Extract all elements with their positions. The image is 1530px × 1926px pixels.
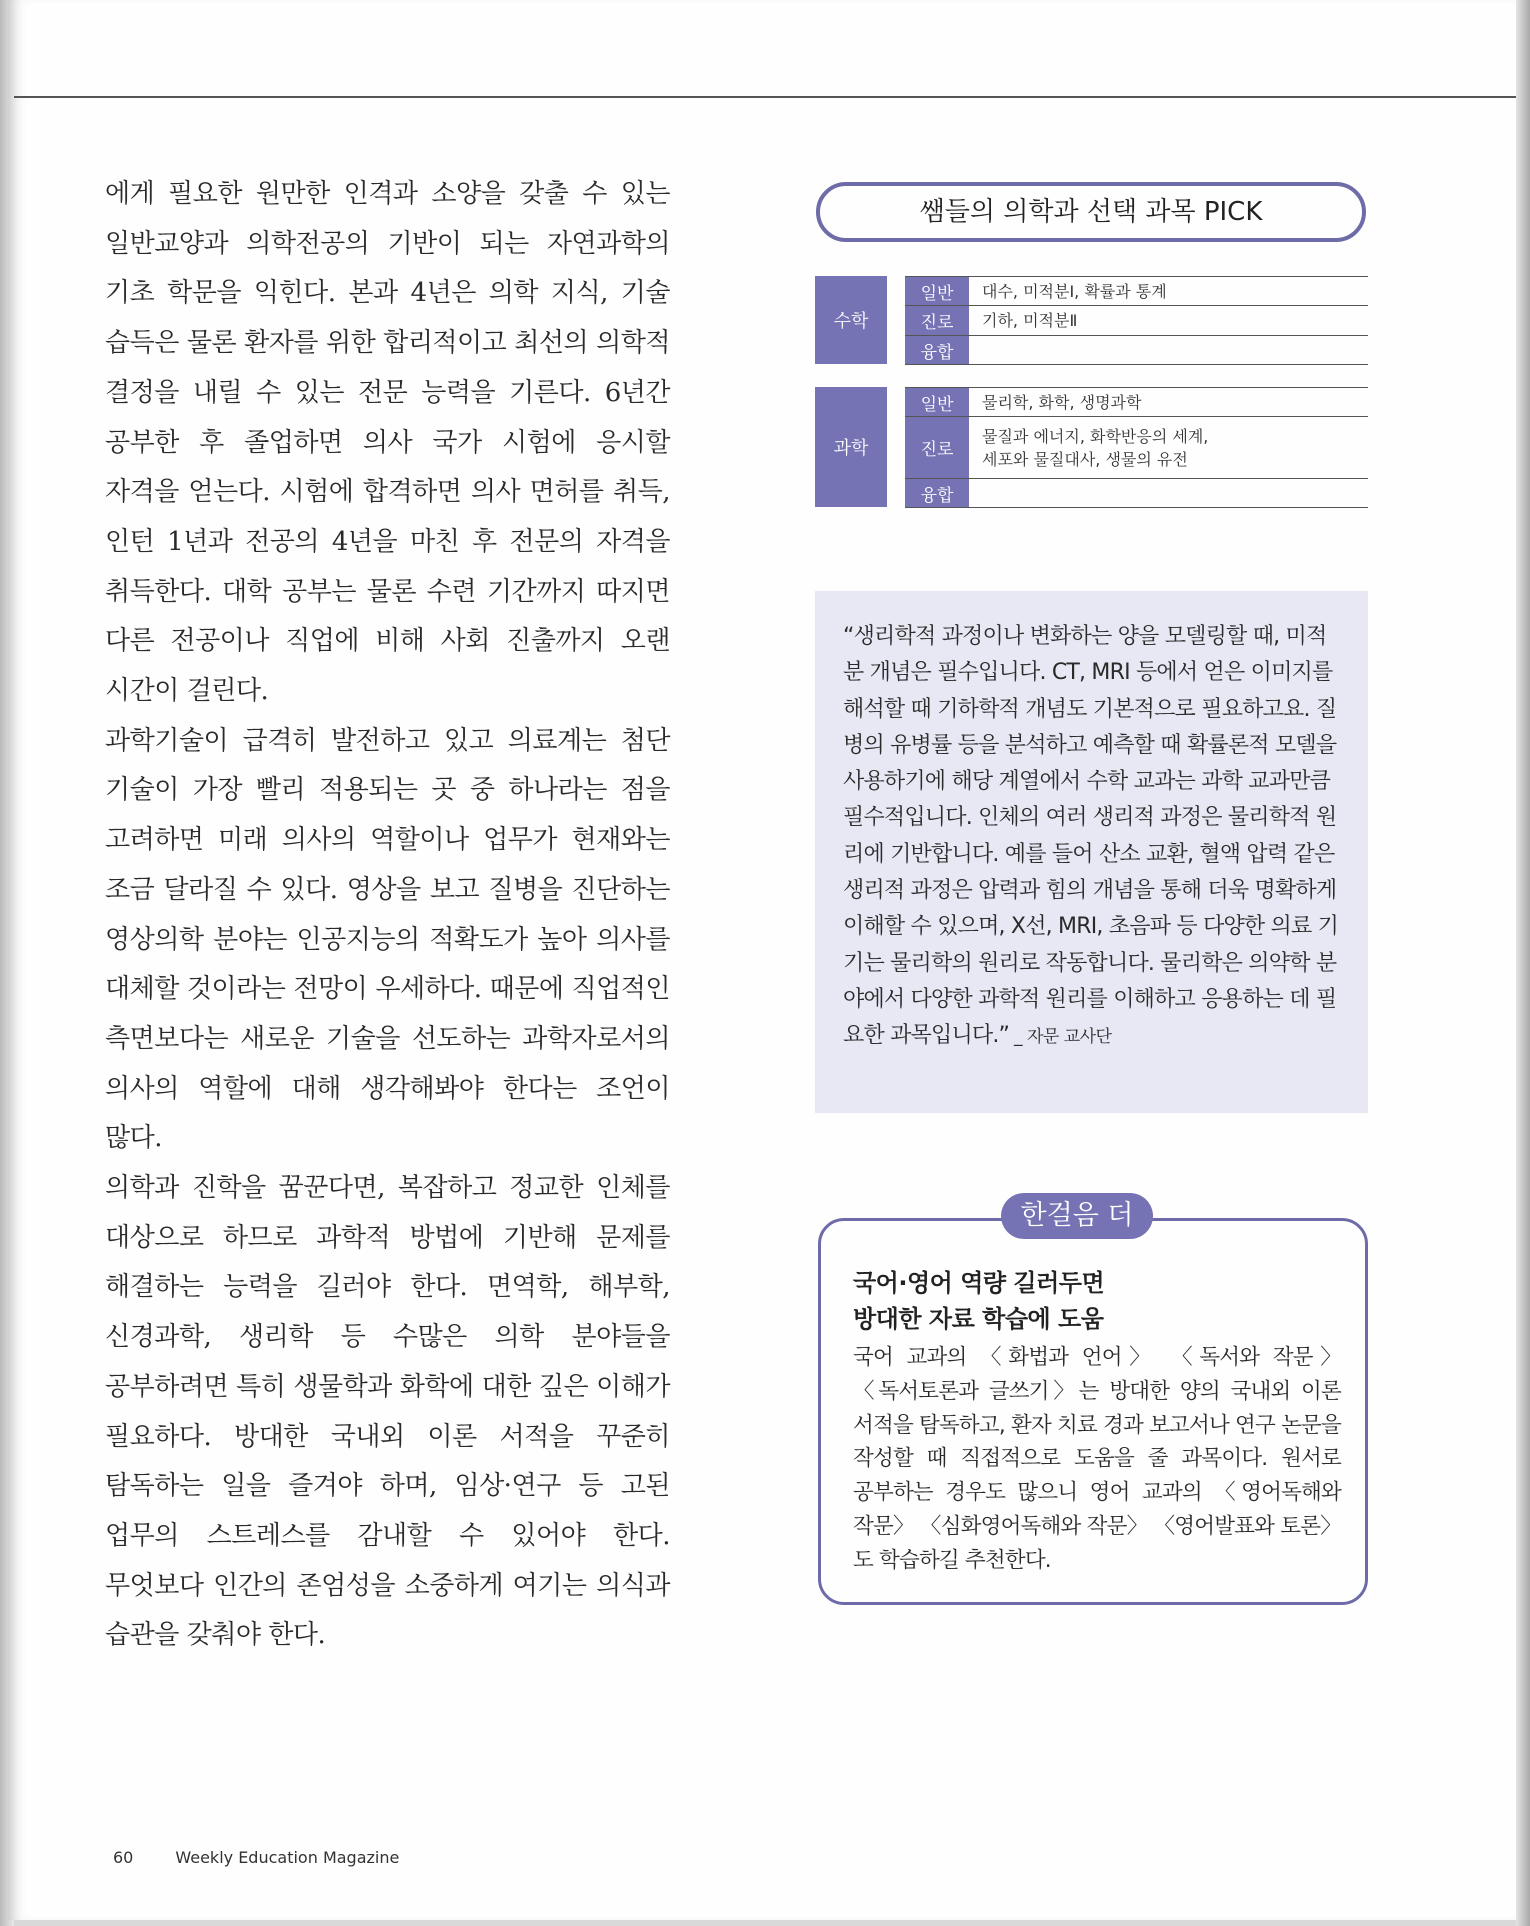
subject-label-math: 수학 [815,276,887,364]
table-row [905,479,1368,508]
math-rows [905,276,1368,365]
pick-box-title: 쌤들의 의학과 선택 과목 PICK [816,182,1366,242]
header-rule [14,96,1516,98]
body-paragraph: 의학과 진학을 꿈꾼다면, 복잡하고 정교한 인체를 대상으로 하므로 과학적 방법에 기반해 문제를 해결하는 능력을 길러야 한다. 면역학, 해부학, 신경과학, 생리학 등 수많은 의학 분야들을 공부하려면 특히 생물학과 화학에 대한 깊은 이해가 필요하다. 방대한 국내외 이론 서적을 꾸준히 탐독하는 일을 즐겨야 하며, 임상·연구 등 고된 업무의 스트레스를 감내할 수 있어야 한다. 무엇보다 인간의 존엄성을 소중하게 여기는 의식과 습관을 갖춰야 한다. [105,1173,670,1651]
quote-text: “생리학적 과정이나 변화하는 양을 모델링할 때, 미적분 개념은 필수입니다. CT, MRI 등에서 얻은 이미지를 해석할 때 기하학적 개념도 기본적으로 필요하고요. 질병의 유병률 등을 분석하고 예측할 때 확률론적 모델을 사용하기에 해당 계열에서 수학 교과는 과학 교과만큼 필수적입니다. 인체의 여러 생리적 과정은 물리학적 원리에 기반합니다. 예를 들어 산소 교환, 혈액 압력 같은 생리적 과정은 압력과 힘의 개념을 통해 더욱 명확하게 이해할 수 있으며, X선, MRI, 초음파 등 다양한 의료 기기는 물리학의 원리로 작동합니다. 물리학은 의약학 분야에서 다양한 과학적 원리를 이해하고 응용하는 데 필요한 과목입니다.” [843,624,1339,1049]
one-step-more-box [818,1218,1368,1605]
row-value [970,336,1368,364]
table-row [905,306,1368,336]
row-tag: 융합 [905,336,970,364]
row-tag: 진로 [905,417,970,478]
page-edge-shadow [1516,0,1530,1926]
magazine-name: Weekly Education Magazine [175,1848,400,1867]
row-value-line: 물질과 에너지, 화학반응의 세계, [982,426,1209,446]
tip-heading [853,1265,1341,1337]
science-rows [905,387,1368,508]
row-value: 대수, 미적분Ⅰ, 확률과 통계 [982,281,1167,301]
body-paragraph: 과학기술이 급격히 발전하고 있고 의료계는 첨단 기술이 가장 빨리 적용되는 곳 중 하나라는 점을 고려하면 미래 의사의 역할이나 업무가 현재와는 조금 달라질 수 있다. 영상을 보고 질병을 진단하는 영상의학 분야는 인공지능의 적확도가 높아 의사를 대체할 것이라는 전망이 우세하다. 때문에 직업적인 측면보다는 새로운 기술을 선도하는 과학자로서의 의사의 역할에 대해 생각해봐야 한다는 조언이 많다. [105,725,670,1154]
science-subject-table [815,387,1368,507]
subject-label-science: 과학 [815,387,887,507]
tip-heading-line: 국어·영어 역량 길러두면 [853,1269,1105,1297]
row-value: 물리학, 화학, 생명과학 [982,392,1142,412]
row-tag: 일반 [905,388,970,416]
table-row [905,417,1368,479]
row-tag: 융합 [905,479,970,507]
tip-heading-line: 방대한 자료 학습에 도움 [853,1305,1104,1333]
table-row [905,388,1368,417]
row-tag: 진로 [905,306,970,335]
math-subject-table [815,276,1368,364]
row-value [970,479,1368,507]
page-number: 60 [113,1848,134,1867]
tip-body: 국어 교과의 〈화법과 언어〉 〈독서와 작문〉 〈독서토론과 글쓰기〉는 방대한 양의 국내외 이론 서적을 탐독하고, 환자 치료 경과 보고서나 연구 논문을 작성할 때 직접적으로 도움을 줄 과목이다. 원서로 공부하는 경우도 많으니 영어 교과의 〈영어독해와 작문〉 〈심화영어독해와 작문〉 〈영어발표와 토론〉도 학습하길 추천한다. [853,1345,1341,1573]
tip-badge: 한걸음 더 [1001,1193,1153,1239]
row-value-line: 세포와 물질대사, 생물의 유전 [982,449,1188,469]
table-row [905,336,1368,365]
row-tag: 일반 [905,277,970,305]
row-value: 기하, 미적분Ⅱ [982,311,1078,330]
body-paragraph: 에게 필요한 원만한 인격과 소양을 갖출 수 있는 일반교양과 의학전공의 기반이 되는 자연과학의 기초 학문을 익힌다. 본과 4년은 의학 지식, 기술 습득은 물론 환자를 위한 합리적이고 최선의 의학적 결정을 내릴 수 있는 전문 능력을 기른다. 6년간 공부한 후 졸업하면 의사 국가 시험에 응시할 자격을 얻는다. 시험에 합격하면 의사 면허를 취득, 인턴 1년과 전공의 4년을 마친 후 전문의 자격을 취득한다. 대학 공부는 물론 수련 기간까지 따지면 다른 전공이나 직업에 비해 사회 진출까지 오랜 시간이 걸린다. [105,179,670,707]
table-row [905,277,1368,306]
teacher-quote-box [815,591,1368,1113]
page-footer [113,1848,441,1867]
quote-source: _ 자문 교사단 [1009,1027,1112,1048]
article-body [105,170,670,1661]
row-value [970,417,1368,478]
